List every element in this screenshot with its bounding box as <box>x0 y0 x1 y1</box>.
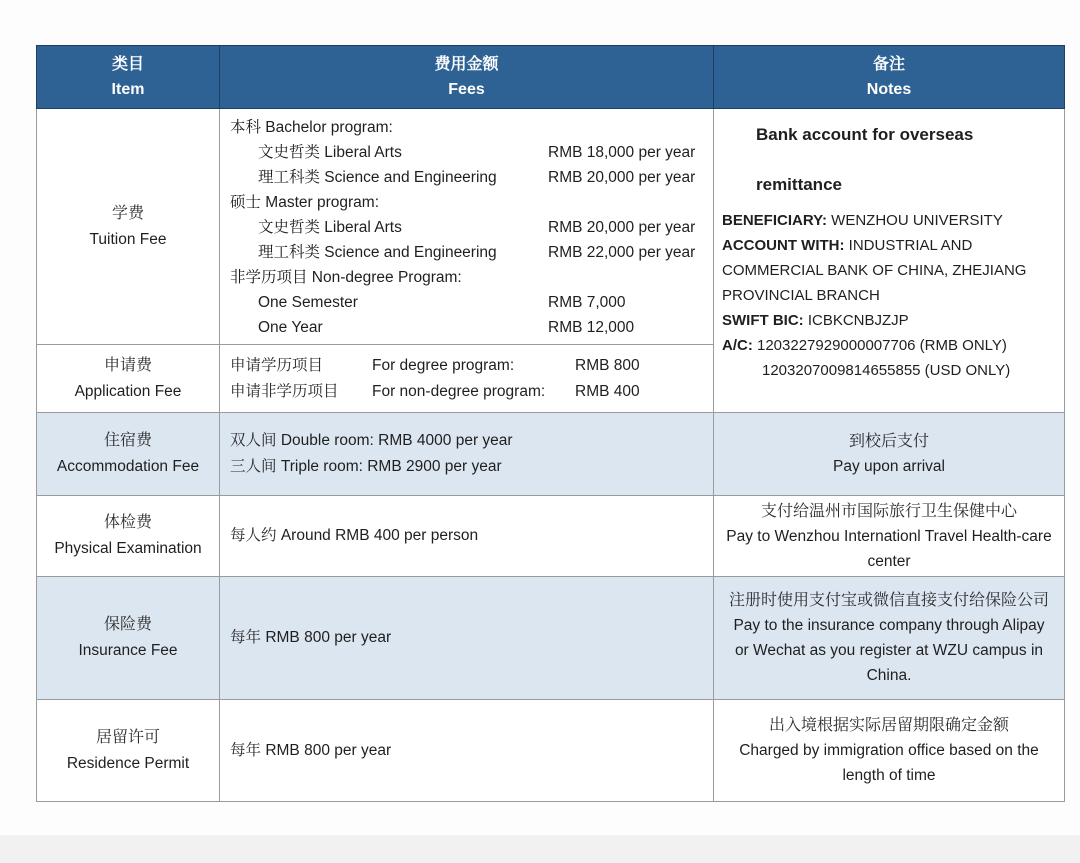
fee-amount: RMB 12,000 <box>548 319 635 336</box>
notes-zh: 到校后支付 <box>848 433 929 450</box>
fee-label: One Year <box>258 319 323 336</box>
bank-line-account-rmb <box>722 333 1054 358</box>
fee-label-en: For degree program: <box>372 357 515 374</box>
notes-en: Pay to Wenzhou Internationl Travel Health-care center <box>726 527 1052 570</box>
fee-line <box>230 240 705 265</box>
fee-label-en: For non-degree program: <box>372 382 546 400</box>
fees-cell-physical <box>220 496 714 577</box>
item-label-zh: 保险费 <box>103 616 152 633</box>
fee-label-zh: 每年 <box>230 741 262 759</box>
fee-label-zh: 每人约 <box>230 527 277 544</box>
item-label-zh: 住宿费 <box>103 432 152 449</box>
fee-line <box>230 353 705 379</box>
notes-cell-accommodation <box>714 413 1065 496</box>
fee-amount: RMB 20,000 per year <box>548 219 696 236</box>
bank-line-account-usd <box>722 358 1054 383</box>
notes-en: Pay upon arrival <box>832 458 945 475</box>
bank-field-value: WENZHOU UNIVERSITY <box>827 212 1003 229</box>
header-notes-zh: 备注 <box>872 56 905 73</box>
item-label-zh: 体检费 <box>103 514 152 531</box>
fee-line <box>230 379 705 405</box>
bank-field-label: SWIFT BIC: <box>722 312 804 329</box>
fee-label: 本科 Bachelor program: <box>230 119 393 136</box>
bank-title <box>722 122 1054 197</box>
header-item-en: Item <box>111 81 145 98</box>
bank-field-label: A/C: <box>722 337 753 354</box>
bank-field-value: 1203227929000007706 (RMB ONLY) <box>752 337 1007 354</box>
bank-field-value: INDUSTRIAL AND COMMERCIAL BANK OF CHINA, ZHEJIANG PROVINCIAL BRANCH <box>722 237 1027 304</box>
fees-cell-insurance <box>220 577 714 700</box>
header-item-zh: 类目 <box>111 56 144 73</box>
header-fees-en: Fees <box>448 81 485 98</box>
fee-label-en: Triple room: RMB 2900 per year <box>276 458 502 475</box>
fee-amount: RMB 20,000 per year <box>548 169 696 186</box>
bank-line-beneficiary <box>722 208 1054 233</box>
fee-label-zh: 申请非学历项目 <box>230 382 339 400</box>
bank-field-label: ACCOUNT WITH: <box>722 237 845 254</box>
bank-line-swift <box>722 308 1054 333</box>
notes-zh: 支付给温州市国际旅行卫生保健中心 <box>760 502 1017 520</box>
item-cell-tuition <box>37 109 220 345</box>
item-cell-insurance <box>37 577 220 700</box>
fee-line <box>230 523 705 549</box>
header-fees-zh: 费用金额 <box>434 56 499 73</box>
fee-label-en: Double room: RMB 4000 per year <box>276 432 513 449</box>
fee-line <box>230 115 705 140</box>
fee-amount: RMB 400 <box>575 382 640 400</box>
fee-label-en: RMB 800 per year <box>261 629 392 646</box>
fees-cell-accommodation <box>220 413 714 496</box>
bank-title-line1: Bank account for overseas <box>756 125 974 144</box>
fee-table <box>36 45 1065 802</box>
fee-line <box>230 190 705 215</box>
fee-line <box>230 165 705 190</box>
notes-cell-physical <box>714 496 1065 577</box>
fees-cell-residence <box>220 700 714 802</box>
fee-label-zh: 每年 <box>230 629 262 646</box>
fee-line <box>230 625 705 651</box>
table-row-insurance <box>37 577 1065 700</box>
fee-label-zh: 三人间 <box>230 458 277 475</box>
table-row-residence <box>37 700 1065 802</box>
fee-amount: RMB 800 <box>575 357 640 374</box>
fee-line <box>230 140 705 165</box>
notes-cell-insurance <box>714 577 1065 700</box>
table-row-tuition <box>37 109 1065 345</box>
header-notes-en: Notes <box>866 81 912 98</box>
item-label-en: Accommodation Fee <box>56 458 200 475</box>
bank-title-line2: remittance <box>756 175 842 194</box>
fee-amount: RMB 22,000 per year <box>548 244 696 261</box>
fee-line <box>230 315 705 340</box>
item-label-zh: 学费 <box>111 204 144 222</box>
notes-cell-bank <box>714 109 1065 413</box>
fee-label: 理工科类 Science and Engineering <box>258 169 497 186</box>
notes-zh: 注册时使用支付宝或微信直接支付给保险公司 <box>729 592 1050 609</box>
fee-label: 文史哲类 Liberal Arts <box>258 219 402 236</box>
notes-en: Charged by immigration office based on the length of time <box>739 742 1039 784</box>
fee-line <box>230 454 705 480</box>
fee-label: 硕士 Master program: <box>230 194 380 211</box>
fee-line <box>230 290 705 315</box>
item-cell-physical <box>37 496 220 577</box>
fee-label: 理工科类 Science and Engineering <box>258 244 497 261</box>
item-label-en: Tuition Fee <box>89 230 167 248</box>
fee-label: 非学历项目 Non-degree Program: <box>230 269 462 286</box>
fee-label-en: RMB 800 per year <box>261 741 392 759</box>
fee-label: 文史哲类 Liberal Arts <box>258 144 402 161</box>
fees-cell-tuition <box>220 109 714 345</box>
fee-amount: RMB 18,000 per year <box>548 144 696 161</box>
bank-field-value: ICBKCNBJZJP <box>803 312 909 329</box>
table-row-accommodation <box>37 413 1065 496</box>
header-item <box>37 46 220 109</box>
notes-zh: 出入境根据实际居留期限确定金额 <box>768 717 1009 734</box>
header-fees <box>220 46 714 109</box>
item-label-en: Residence Permit <box>66 754 190 772</box>
fees-cell-application <box>220 345 714 413</box>
fee-line <box>230 428 705 454</box>
table-row-physical <box>37 496 1065 577</box>
item-label-zh: 居留许可 <box>95 728 160 746</box>
notes-cell-residence <box>714 700 1065 802</box>
bank-field-value: 1203207009814655855 (USD ONLY) <box>762 362 1011 379</box>
fee-label: One Semester <box>258 294 358 311</box>
fee-label-zh: 申请学历项目 <box>230 357 324 374</box>
bank-line-account-with <box>722 233 1054 308</box>
item-cell-residence <box>37 700 220 802</box>
item-cell-accommodation <box>37 413 220 496</box>
item-label-en: Insurance Fee <box>78 642 178 659</box>
header-notes <box>714 46 1065 109</box>
fee-line <box>230 215 705 240</box>
item-label-zh: 申请费 <box>103 356 152 374</box>
table-header-row <box>37 46 1065 109</box>
notes-en: Pay to the insurance company through Alipay or Wechat as you register at WZU campus in China. <box>733 617 1045 684</box>
fee-line <box>230 738 705 764</box>
fee-label-zh: 双人间 <box>230 432 277 449</box>
item-cell-application <box>37 345 220 413</box>
item-label-en: Application Fee <box>74 382 182 400</box>
fee-label-en: Around RMB 400 per person <box>276 527 479 544</box>
item-label-en: Physical Examination <box>54 540 202 557</box>
fee-line <box>230 265 705 290</box>
bank-field-label: BENEFICIARY: <box>722 212 827 229</box>
fee-amount: RMB 7,000 <box>548 294 626 311</box>
bottom-margin-strip <box>0 835 1080 863</box>
